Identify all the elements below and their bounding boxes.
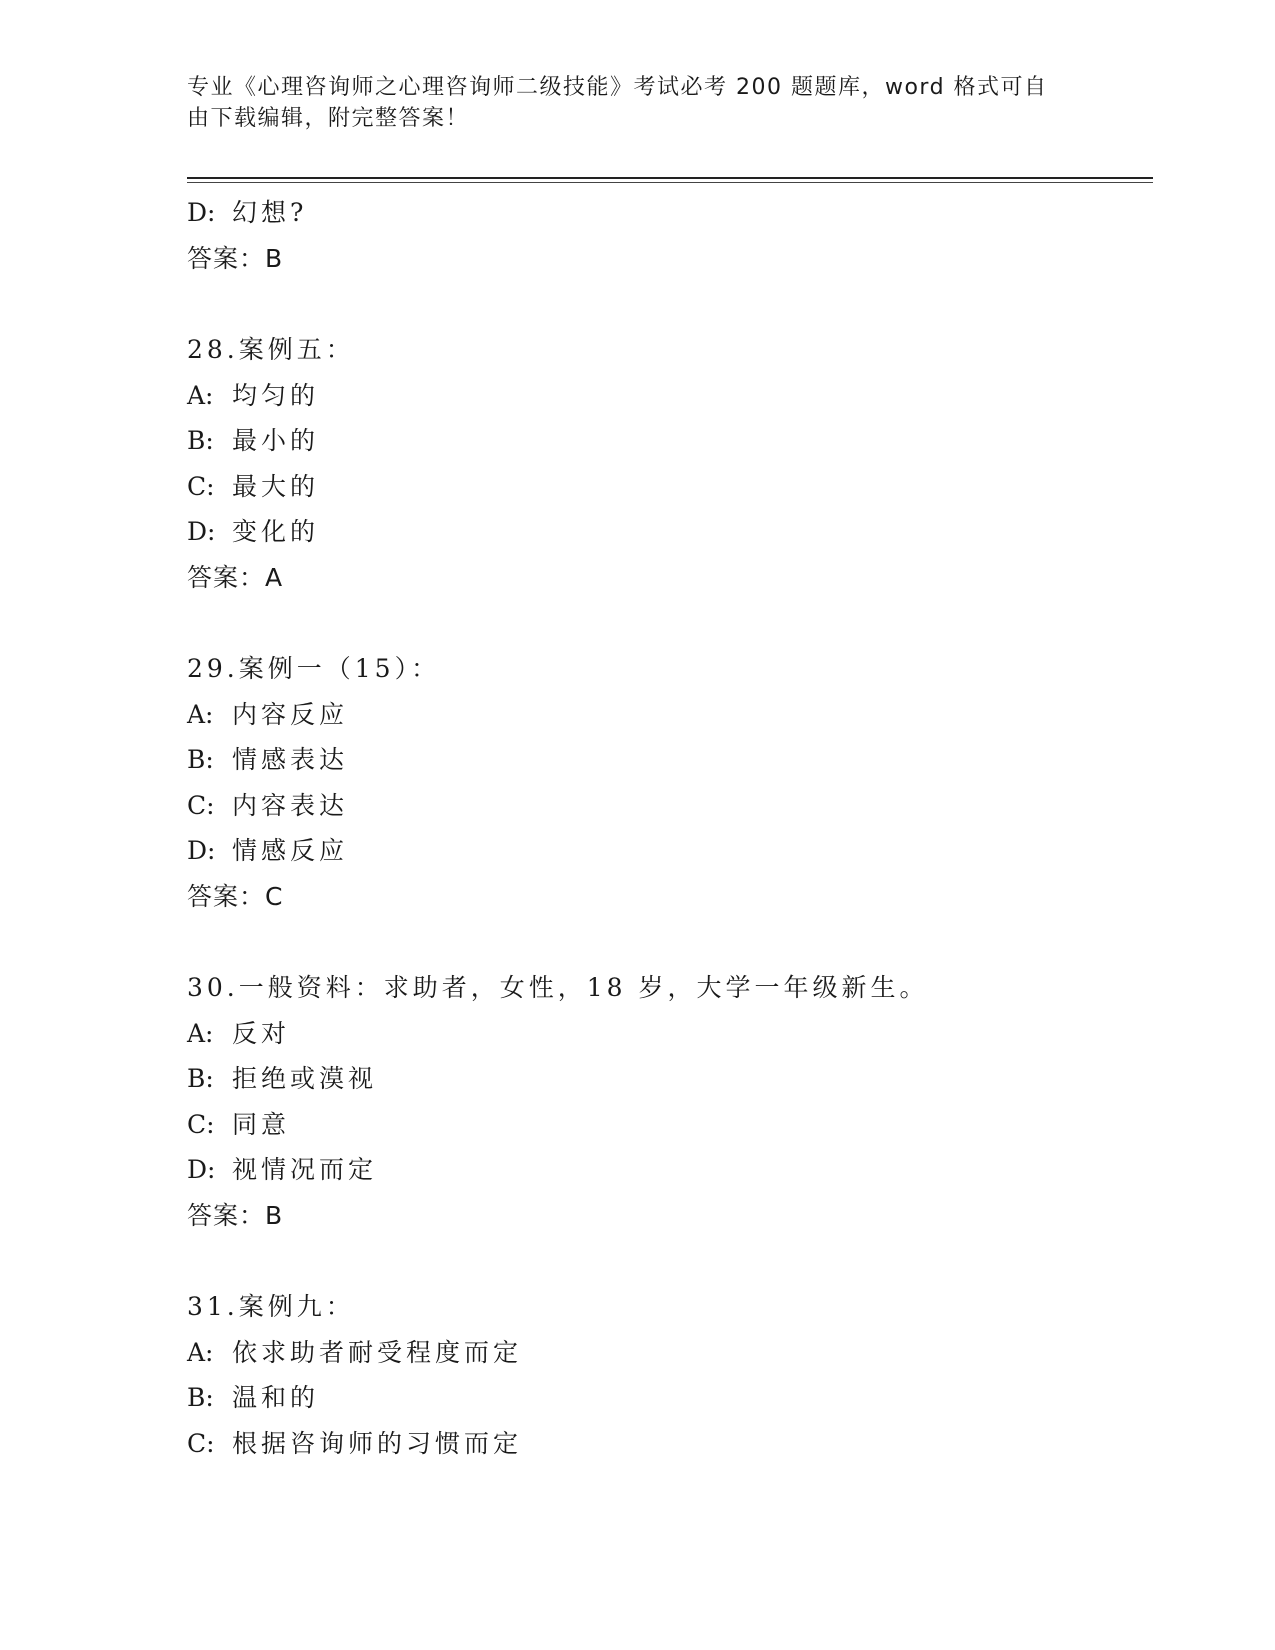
header-divider-thick bbox=[187, 177, 1153, 179]
option-text: 情感表达 bbox=[232, 745, 349, 774]
option-text: 同意 bbox=[232, 1109, 291, 1139]
question-block bbox=[187, 327, 1153, 600]
option-key: C: bbox=[187, 471, 215, 501]
option-text: 最大的 bbox=[232, 471, 320, 501]
option-key: A: bbox=[187, 699, 214, 729]
option-line bbox=[187, 783, 1153, 829]
option-text: 温和的 bbox=[232, 1383, 320, 1412]
option-text: 拒绝或漠视 bbox=[232, 1064, 378, 1093]
option-key: B: bbox=[187, 1064, 214, 1093]
option-key: C: bbox=[187, 1428, 215, 1458]
option-key: D: bbox=[187, 836, 216, 865]
option-line bbox=[187, 464, 1153, 510]
option-text: 变化的 bbox=[232, 517, 320, 546]
option-text: 反对 bbox=[232, 1018, 291, 1048]
option-key: D: bbox=[187, 1155, 216, 1184]
document-header: 专业《心理咨询师之心理咨询师二级技能》考试必考 200 题题库，word 格式可自由下载编辑，附完整答案！ bbox=[187, 75, 1048, 131]
option-key: B: bbox=[187, 426, 214, 455]
question-block bbox=[187, 646, 1153, 919]
question-gap bbox=[187, 1238, 1153, 1284]
option-line bbox=[187, 373, 1153, 419]
question-stem: 28.案例五： bbox=[187, 335, 355, 364]
option-line bbox=[187, 1375, 1153, 1421]
answer-line: 答案：B bbox=[187, 243, 284, 273]
question-gap bbox=[187, 281, 1153, 327]
option-text: 幻想? bbox=[232, 198, 308, 227]
option-key: B: bbox=[187, 745, 214, 774]
question-gap bbox=[187, 919, 1153, 965]
option-key: C: bbox=[187, 790, 215, 820]
option-key: D: bbox=[187, 198, 216, 227]
option-text: 最小的 bbox=[232, 426, 320, 455]
option-line bbox=[187, 418, 1153, 464]
question-block bbox=[187, 1284, 1153, 1466]
option-line bbox=[187, 828, 1153, 874]
option-line bbox=[187, 509, 1153, 555]
answer-line: 答案：A bbox=[187, 562, 284, 592]
option-line bbox=[187, 1330, 1153, 1376]
option-line bbox=[187, 692, 1153, 738]
option-text: 依求助者耐受程度而定 bbox=[232, 1337, 523, 1367]
option-line bbox=[187, 1421, 1153, 1467]
option-key: A: bbox=[187, 1337, 214, 1367]
option-line bbox=[187, 1056, 1153, 1102]
question-block bbox=[187, 965, 1153, 1238]
option-line bbox=[187, 737, 1153, 783]
answer-line: 答案：C bbox=[187, 881, 284, 911]
option-key: B: bbox=[187, 1383, 214, 1412]
option-text: 情感反应 bbox=[232, 836, 349, 865]
question-stem: 31.案例九： bbox=[187, 1292, 355, 1321]
question-list bbox=[187, 190, 1153, 1466]
answer-line: 答案：B bbox=[187, 1200, 284, 1230]
option-text: 内容反应 bbox=[232, 699, 349, 729]
option-key: C: bbox=[187, 1109, 215, 1139]
option-key: D: bbox=[187, 517, 216, 546]
option-key: A: bbox=[187, 380, 214, 410]
question-gap bbox=[187, 600, 1153, 646]
option-text: 内容表达 bbox=[232, 790, 349, 820]
option-text: 根据咨询师的习惯而定 bbox=[232, 1428, 523, 1458]
option-text: 均匀的 bbox=[232, 380, 320, 410]
option-line bbox=[187, 1011, 1153, 1057]
header-divider-thin bbox=[187, 182, 1153, 183]
option-text: 视情况而定 bbox=[232, 1155, 378, 1184]
option-key: A: bbox=[187, 1018, 214, 1048]
option-line bbox=[187, 190, 1153, 236]
question-stem: 29.案例一（15）： bbox=[187, 654, 441, 683]
question-stem: 30.一般资料：求助者，女性，18 岁，大学一年级新生。 bbox=[187, 973, 929, 1002]
option-line bbox=[187, 1147, 1153, 1193]
option-line bbox=[187, 1102, 1153, 1148]
